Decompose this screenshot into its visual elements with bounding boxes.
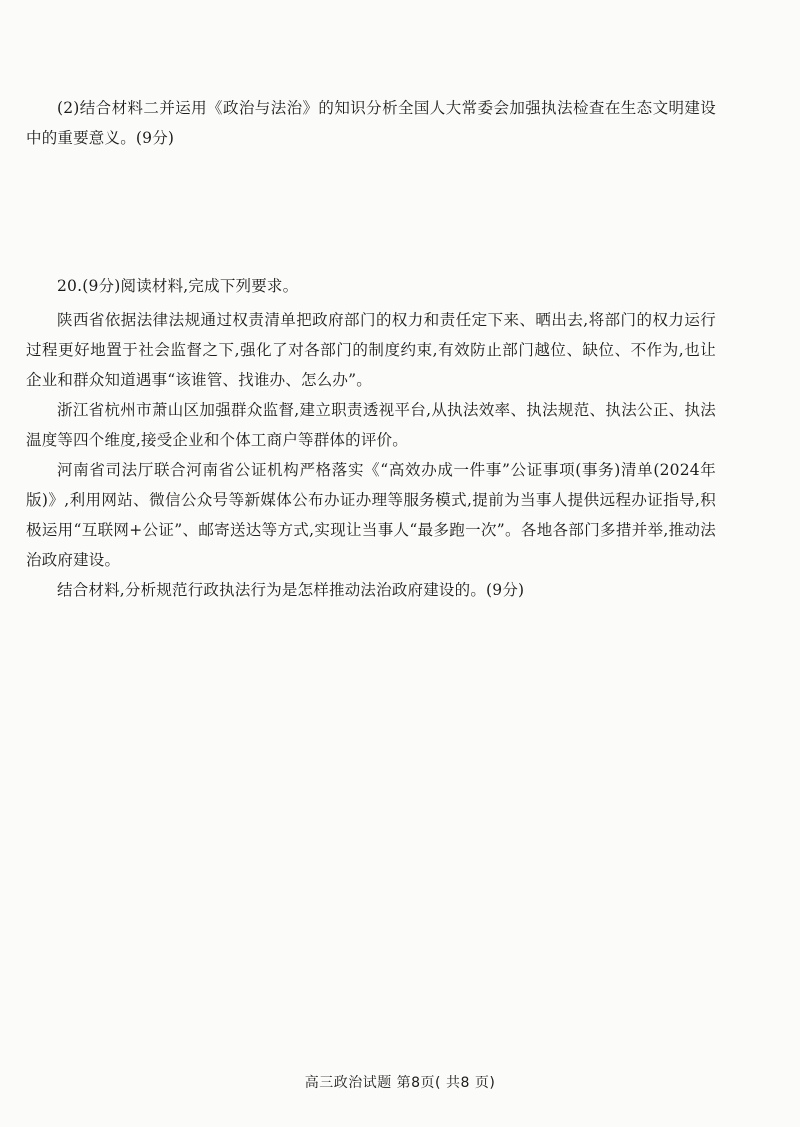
material-zhejiang: 浙江省杭州市萧山区加强群众监督,建立职责透视平台,从执法效率、执法规范、执法公正、执法温度等四个维度,接受企业和个体工商户等群体的评价。 bbox=[26, 401, 716, 449]
question-19-part-2: (2)结合材料二并运用《政治与法治》的知识分析全国人大常委会加强执法检查在生态文明建设中的重要意义。(9分) bbox=[26, 99, 716, 147]
material-henan: 河南省司法厅联合河南省公证机构严格落实《“高效办成一件事”公证事项(事务)清单(2024年版)》,利用网站、微信公众号等新媒体公布办证办理等服务模式,提前为当事人提供远程办证指导,积极运用“互联网+公证”、邮寄送达等方式,实现让当事人“最多跑一次”。各地各部门多措并举,推动法治政府建设。 bbox=[26, 461, 716, 569]
question-20-requirement: 结合材料,分析规范行政执法行为是怎样推动法治政府建设的。(9分) bbox=[57, 581, 525, 599]
material-shaanxi: 陕西省依据法律法规通过权责清单把政府部门的权力和责任定下来、晒出去,将部门的权力运行过程更好地置于社会监督之下,强化了对各部门的制度约束,有效防止部门越位、缺位、不作为,也让企业和群众知道遇事“该谁管、找谁办、怎么办”。 bbox=[26, 311, 716, 389]
page-footer: 高三政治试题 第8页( 共8 页) bbox=[304, 1075, 496, 1091]
question-20-heading: 20.(9分)阅读材料,完成下列要求。 bbox=[57, 277, 299, 295]
